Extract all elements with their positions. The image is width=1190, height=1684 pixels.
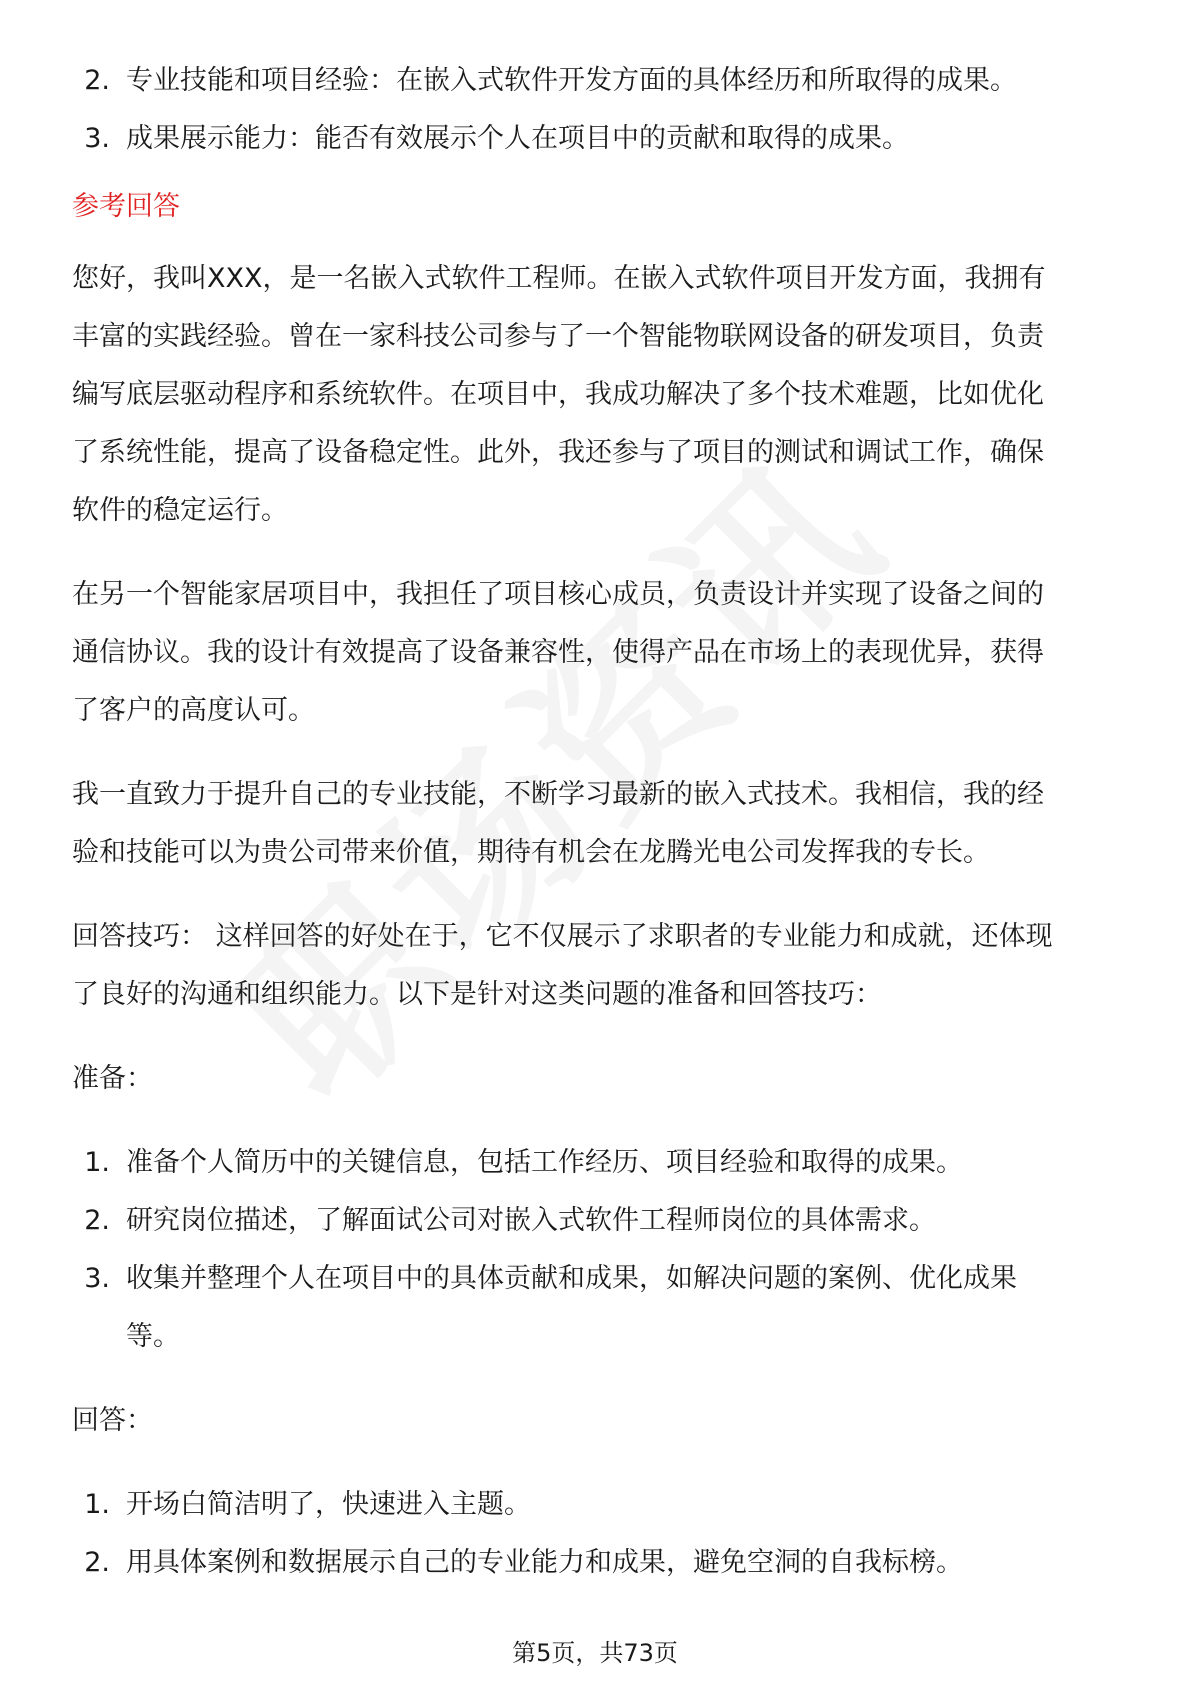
list-text-wrapper (126, 1250, 1122, 1366)
page-footer: 第5页，共73页 (512, 1639, 678, 1667)
text-line: 编写底层驱动程序和系统软件。在项目中，我成功解决了多个技术难题，比如优化 (72, 379, 1044, 410)
text-line: 通信协议。我的设计有效提高了设备兼容性，使得产品在市场上的表现优异，获得 (72, 637, 1044, 668)
answer-label: 回答： (72, 1405, 153, 1436)
list-number: 3. (84, 1263, 110, 1294)
text-line: 回答技巧： 这样回答的好处在于，它不仅展示了求职者的专业能力和成就，还体现 (72, 921, 1053, 952)
list-text: 专业技能和项目经验：在嵌入式软件开发方面的具体经历和所取得的成果。 (126, 65, 1017, 96)
text-line: 软件的稳定运行。 (72, 495, 288, 526)
text-line: 您好，我叫XXX，是一名嵌入式软件工程师。在嵌入式软件项目开发方面，我拥有 (72, 263, 1046, 294)
list-item (72, 110, 1122, 168)
list-number: 2. (84, 1205, 110, 1236)
top-list (72, 52, 1122, 168)
text-line: 了客户的高度认可。 (72, 695, 315, 726)
list-item (72, 1534, 1122, 1592)
list-item (72, 1250, 1122, 1366)
list-text: 成果展示能力：能否有效展示个人在项目中的贡献和取得的成果。 (126, 123, 909, 154)
prep-label: 准备： (72, 1063, 153, 1094)
list-item (72, 1134, 1122, 1192)
prep-list (72, 1134, 1122, 1366)
list-number: 2. (84, 1547, 110, 1578)
list-item (72, 1192, 1122, 1250)
paragraph-smart-home (72, 566, 1122, 740)
text-line: 我一直致力于提升自己的专业技能，不断学习最新的嵌入式技术。我相信，我的经 (72, 779, 1044, 810)
list-number: 2. (84, 65, 110, 96)
text-line: 丰富的实践经验。曾在一家科技公司参与了一个智能物联网设备的研发项目，负责 (72, 321, 1044, 352)
paragraph-intro (72, 250, 1122, 540)
paragraph-skills (72, 766, 1122, 882)
text-line: 验和技能可以为贵公司带来价值，期待有机会在龙腾光电公司发挥我的专长。 (72, 837, 990, 868)
list-text: 用具体案例和数据展示自己的专业能力和成果，避免空洞的自我标榜。 (126, 1547, 963, 1578)
page-content (72, 52, 1122, 1592)
list-text: 研究岗位描述，了解面试公司对嵌入式软件工程师岗位的具体需求。 (126, 1205, 936, 1236)
list-item (72, 1476, 1122, 1534)
list-number: 1. (84, 1147, 110, 1178)
list-item (72, 52, 1122, 110)
list-number: 3. (84, 123, 110, 154)
text-line: 在另一个智能家居项目中，我担任了项目核心成员，负责设计并实现了设备之间的 (72, 579, 1044, 610)
list-number: 1. (84, 1489, 110, 1520)
text-line: 了系统性能，提高了设备稳定性。此外，我还参与了项目的测试和调试工作，确保 (72, 437, 1044, 468)
paragraph-tips (72, 908, 1122, 1024)
list-text: 收集并整理个人在项目中的具体贡献和成果，如解决问题的案例、优化成果 (126, 1263, 1017, 1294)
list-text-continued: 等。 (126, 1321, 180, 1352)
list-text: 准备个人简历中的关键信息，包括工作经历、项目经验和取得的成果。 (126, 1147, 963, 1178)
list-text: 开场白简洁明了，快速进入主题。 (126, 1489, 531, 1520)
text-line: 了良好的沟通和组织能力。以下是针对这类问题的准备和回答技巧： (72, 979, 882, 1010)
answer-list (72, 1476, 1122, 1592)
reference-answer-heading: 参考回答 (72, 191, 180, 222)
